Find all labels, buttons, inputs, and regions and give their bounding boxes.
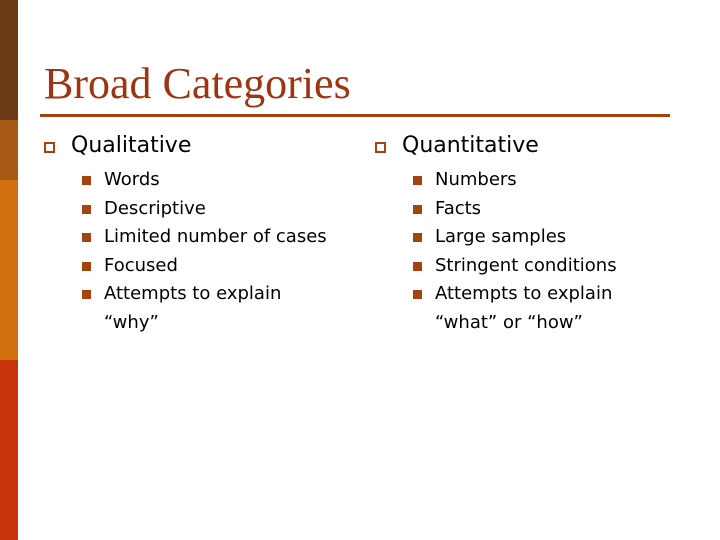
list-item: [375, 166, 675, 195]
list-item-label: Descriptive: [104, 197, 206, 219]
qualitative-heading-item: [44, 132, 364, 166]
solid-square-bullet-icon: [413, 176, 422, 185]
list-item-label: Stringent conditions: [435, 254, 617, 276]
list-item: [44, 166, 364, 195]
solid-square-bullet-icon: [413, 233, 422, 242]
list-item: [375, 223, 675, 252]
side-accent-bar-upper: [0, 120, 18, 180]
list-item: [44, 195, 364, 224]
hollow-square-bullet-icon: [44, 142, 55, 153]
solid-square-bullet-icon: [82, 205, 91, 214]
qualitative-heading: Qualitative: [71, 133, 192, 158]
list-item: [375, 280, 675, 337]
list-item-label: Focused: [104, 254, 178, 276]
list-item: [375, 195, 675, 224]
solid-square-bullet-icon: [82, 233, 91, 242]
side-accent-bar-top: [0, 0, 18, 120]
qualitative-sublist: [44, 166, 364, 337]
list-item-label: Large samples: [435, 226, 567, 247]
list-item-label: Attempts to explain “why”: [104, 283, 282, 333]
list-item-label: Facts: [435, 197, 482, 219]
quantitative-heading-item: [375, 132, 675, 166]
list-item-label: Limited number of cases: [104, 226, 327, 247]
solid-square-bullet-icon: [82, 290, 91, 299]
list-item-label: Attempts to explain “what” or “how”: [435, 283, 613, 333]
solid-square-bullet-icon: [82, 176, 91, 185]
list-item-label: Numbers: [435, 169, 517, 190]
list-item: [375, 252, 675, 281]
quantitative-heading: Quantitative: [402, 133, 539, 158]
solid-square-bullet-icon: [413, 262, 422, 271]
solid-square-bullet-icon: [413, 290, 422, 299]
hollow-square-bullet-icon: [375, 142, 386, 153]
side-accent-bar-bottom: [0, 360, 18, 540]
list-item: [44, 223, 364, 252]
title-underline: [40, 114, 670, 117]
list-item: [44, 280, 364, 337]
side-accent-bar-middle: [0, 180, 18, 360]
quantitative-column: [375, 132, 675, 337]
list-item: [44, 252, 364, 281]
solid-square-bullet-icon: [413, 205, 422, 214]
quantitative-sublist: [375, 166, 675, 337]
solid-square-bullet-icon: [82, 262, 91, 271]
qualitative-column: [44, 132, 364, 337]
list-item-label: Words: [104, 169, 160, 190]
slide-title: Broad Categories: [44, 59, 351, 108]
